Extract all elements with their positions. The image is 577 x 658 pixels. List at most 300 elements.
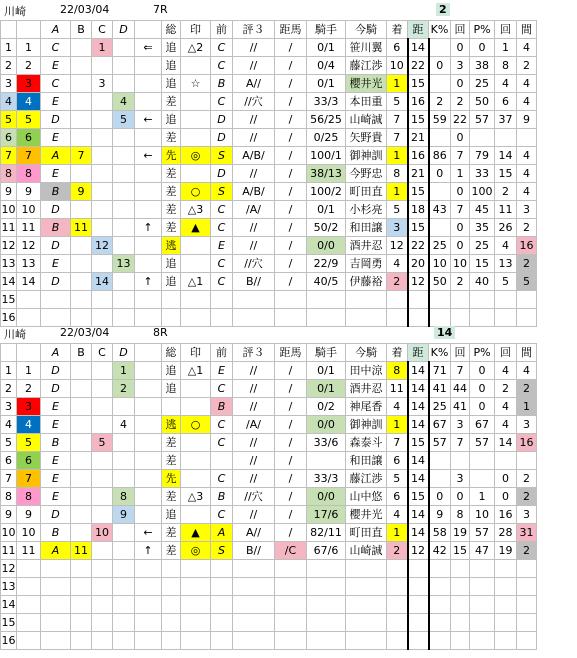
cell-dist[interactable]: 22 bbox=[408, 57, 429, 75]
cell-col-d[interactable]: 4 bbox=[113, 416, 135, 434]
cell-dist[interactable]: 14 bbox=[408, 362, 429, 380]
cell-col-d[interactable] bbox=[113, 542, 135, 560]
cell-finish[interactable]: 6 bbox=[387, 488, 408, 506]
cell-dist-horse[interactable] bbox=[275, 632, 307, 650]
cell-count1[interactable]: 7 bbox=[451, 147, 470, 165]
cell-horse-no[interactable]: 13 bbox=[17, 255, 41, 273]
cell-p-pct[interactable]: 25 bbox=[470, 75, 495, 93]
cell-col-d[interactable] bbox=[113, 201, 135, 219]
cell-finish[interactable]: 7 bbox=[387, 129, 408, 147]
cell-prev[interactable]: D bbox=[211, 129, 233, 147]
cell-jockey[interactable] bbox=[307, 614, 346, 632]
cell-dist-horse[interactable]: / bbox=[275, 452, 307, 470]
cell-col-d[interactable] bbox=[113, 165, 135, 183]
cell-style[interactable]: 差 bbox=[162, 219, 181, 237]
cell-interval[interactable] bbox=[517, 291, 537, 309]
cell-dist[interactable]: 14 bbox=[408, 506, 429, 524]
cell-mark[interactable] bbox=[181, 291, 211, 309]
cell-p-pct[interactable]: 57 bbox=[470, 434, 495, 452]
cell-horse-no[interactable]: 8 bbox=[17, 165, 41, 183]
cell-count1[interactable]: 2 bbox=[451, 93, 470, 111]
cell-current[interactable]: 笹川翼 bbox=[346, 39, 387, 57]
cell-count2[interactable]: 19 bbox=[495, 542, 517, 560]
cell-horse-no[interactable]: 12 bbox=[17, 237, 41, 255]
cell-interval[interactable]: 1 bbox=[517, 398, 537, 416]
cell-count2[interactable] bbox=[495, 614, 517, 632]
cell-col-d[interactable] bbox=[113, 560, 135, 578]
cell-col-c[interactable] bbox=[92, 542, 113, 560]
cell-k-pct[interactable] bbox=[429, 39, 451, 57]
cell-row-no[interactable]: 9 bbox=[1, 183, 17, 201]
cell-count2[interactable]: 4 bbox=[495, 237, 517, 255]
cell-rank-a[interactable]: B bbox=[41, 434, 71, 452]
cell-eval3[interactable]: // bbox=[233, 452, 275, 470]
cell-prev[interactable]: D bbox=[211, 165, 233, 183]
cell-style[interactable]: 追 bbox=[162, 506, 181, 524]
cell-mark[interactable] bbox=[181, 380, 211, 398]
cell-horse-no[interactable] bbox=[17, 632, 41, 650]
cell-k-pct[interactable] bbox=[429, 183, 451, 201]
cell-col-d[interactable] bbox=[113, 75, 135, 93]
cell-row-no[interactable]: 15 bbox=[1, 614, 17, 632]
cell-jockey[interactable]: 17/6 bbox=[307, 506, 346, 524]
cell-rank-a[interactable]: D bbox=[41, 380, 71, 398]
cell-row-no[interactable]: 9 bbox=[1, 506, 17, 524]
cell-mark[interactable] bbox=[181, 398, 211, 416]
cell-prev[interactable]: C bbox=[211, 39, 233, 57]
cell-col-c[interactable] bbox=[92, 93, 113, 111]
cell-col-d[interactable]: 13 bbox=[113, 255, 135, 273]
cell-dist-horse[interactable]: / bbox=[275, 524, 307, 542]
cell-jockey[interactable]: 38/13 bbox=[307, 165, 346, 183]
cell-k-pct[interactable]: 10 bbox=[429, 255, 451, 273]
cell-mark[interactable] bbox=[181, 57, 211, 75]
cell-eval3[interactable] bbox=[233, 309, 275, 327]
cell-k-pct[interactable]: 57 bbox=[429, 434, 451, 452]
cell-horse-no[interactable]: 7 bbox=[17, 147, 41, 165]
cell-interval[interactable]: 2 bbox=[517, 542, 537, 560]
cell-finish[interactable]: 4 bbox=[387, 506, 408, 524]
cell-dist[interactable]: 21 bbox=[408, 165, 429, 183]
cell-col-c[interactable] bbox=[92, 291, 113, 309]
cell-row-no[interactable]: 16 bbox=[1, 309, 17, 327]
cell-arrow[interactable] bbox=[135, 578, 162, 596]
cell-jockey[interactable]: 33/6 bbox=[307, 434, 346, 452]
cell-k-pct[interactable]: 0 bbox=[429, 165, 451, 183]
cell-p-pct[interactable]: 10 bbox=[470, 506, 495, 524]
cell-prev[interactable] bbox=[211, 309, 233, 327]
cell-current[interactable]: 御神訓 bbox=[346, 416, 387, 434]
cell-arrow[interactable] bbox=[135, 416, 162, 434]
cell-dist[interactable] bbox=[408, 560, 429, 578]
cell-count2[interactable]: 8 bbox=[495, 57, 517, 75]
cell-mark[interactable] bbox=[181, 596, 211, 614]
cell-col-b[interactable] bbox=[71, 93, 92, 111]
cell-rank-a[interactable] bbox=[41, 614, 71, 632]
cell-p-pct[interactable]: 67 bbox=[470, 416, 495, 434]
cell-style[interactable]: 追 bbox=[162, 111, 181, 129]
cell-col-b[interactable] bbox=[71, 291, 92, 309]
cell-mark[interactable] bbox=[181, 111, 211, 129]
cell-dist-horse[interactable]: / bbox=[275, 380, 307, 398]
cell-current[interactable] bbox=[346, 632, 387, 650]
cell-jockey[interactable] bbox=[307, 560, 346, 578]
cell-row-no[interactable]: 4 bbox=[1, 416, 17, 434]
cell-row-no[interactable]: 13 bbox=[1, 578, 17, 596]
cell-count2[interactable]: 28 bbox=[495, 524, 517, 542]
cell-horse-no[interactable]: 6 bbox=[17, 129, 41, 147]
cell-col-c[interactable] bbox=[92, 488, 113, 506]
cell-p-pct[interactable]: 79 bbox=[470, 147, 495, 165]
cell-mark[interactable]: ▲ bbox=[181, 219, 211, 237]
cell-mark[interactable]: △1 bbox=[181, 273, 211, 291]
cell-count1[interactable] bbox=[451, 596, 470, 614]
cell-mark[interactable] bbox=[181, 255, 211, 273]
cell-p-pct[interactable]: 0 bbox=[470, 398, 495, 416]
cell-style[interactable]: 差 bbox=[162, 542, 181, 560]
cell-col-d[interactable] bbox=[113, 147, 135, 165]
cell-k-pct[interactable]: 59 bbox=[429, 111, 451, 129]
cell-count2[interactable]: 13 bbox=[495, 255, 517, 273]
cell-col-d[interactable]: 5 bbox=[113, 111, 135, 129]
cell-count1[interactable]: 0 bbox=[451, 75, 470, 93]
cell-prev[interactable]: C bbox=[211, 255, 233, 273]
cell-finish[interactable]: 1 bbox=[387, 183, 408, 201]
cell-arrow[interactable] bbox=[135, 165, 162, 183]
cell-col-b[interactable]: 7 bbox=[71, 147, 92, 165]
cell-rank-a[interactable]: A bbox=[41, 542, 71, 560]
cell-row-no[interactable]: 14 bbox=[1, 273, 17, 291]
cell-style[interactable] bbox=[162, 398, 181, 416]
cell-arrow[interactable] bbox=[135, 201, 162, 219]
cell-eval3[interactable]: // bbox=[233, 237, 275, 255]
cell-current[interactable]: 吉岡勇 bbox=[346, 255, 387, 273]
cell-col-c[interactable] bbox=[92, 219, 113, 237]
cell-col-c[interactable]: 10 bbox=[92, 524, 113, 542]
cell-row-no[interactable]: 15 bbox=[1, 291, 17, 309]
cell-current[interactable]: 伊藤裕 bbox=[346, 273, 387, 291]
cell-rank-a[interactable] bbox=[41, 596, 71, 614]
cell-rank-a[interactable] bbox=[41, 578, 71, 596]
cell-count2[interactable]: 4 bbox=[495, 75, 517, 93]
cell-arrow[interactable] bbox=[135, 560, 162, 578]
cell-p-pct[interactable]: 45 bbox=[470, 201, 495, 219]
cell-current[interactable] bbox=[346, 291, 387, 309]
cell-count1[interactable]: 44 bbox=[451, 380, 470, 398]
cell-finish[interactable]: 1 bbox=[387, 416, 408, 434]
cell-arrow[interactable] bbox=[135, 129, 162, 147]
cell-count2[interactable]: 14 bbox=[495, 147, 517, 165]
cell-count1[interactable]: 10 bbox=[451, 255, 470, 273]
cell-style[interactable]: 先 bbox=[162, 147, 181, 165]
cell-prev[interactable]: C bbox=[211, 273, 233, 291]
cell-col-b[interactable] bbox=[71, 165, 92, 183]
cell-k-pct[interactable] bbox=[429, 614, 451, 632]
cell-dist-horse[interactable]: / bbox=[275, 201, 307, 219]
cell-k-pct[interactable]: 0 bbox=[429, 57, 451, 75]
cell-col-b[interactable] bbox=[71, 57, 92, 75]
cell-jockey[interactable]: 67/6 bbox=[307, 542, 346, 560]
cell-k-pct[interactable]: 86 bbox=[429, 147, 451, 165]
cell-rank-a[interactable]: E bbox=[41, 57, 71, 75]
cell-current[interactable] bbox=[346, 614, 387, 632]
cell-col-c[interactable] bbox=[92, 596, 113, 614]
cell-interval[interactable]: 4 bbox=[517, 183, 537, 201]
cell-row-no[interactable]: 10 bbox=[1, 524, 17, 542]
cell-eval3[interactable]: // bbox=[233, 506, 275, 524]
cell-dist[interactable]: 15 bbox=[408, 219, 429, 237]
cell-row-no[interactable]: 10 bbox=[1, 201, 17, 219]
cell-eval3[interactable]: // bbox=[233, 398, 275, 416]
cell-current[interactable]: 山崎誠 bbox=[346, 542, 387, 560]
cell-col-b[interactable] bbox=[71, 398, 92, 416]
cell-style[interactable]: 差 bbox=[162, 129, 181, 147]
cell-dist-horse[interactable] bbox=[275, 309, 307, 327]
cell-current[interactable]: 町田直 bbox=[346, 183, 387, 201]
cell-rank-a[interactable]: E bbox=[41, 255, 71, 273]
cell-col-c[interactable] bbox=[92, 452, 113, 470]
cell-count1[interactable]: 0 bbox=[451, 129, 470, 147]
cell-mark[interactable] bbox=[181, 470, 211, 488]
cell-col-b[interactable] bbox=[71, 488, 92, 506]
cell-current[interactable]: 本田重 bbox=[346, 93, 387, 111]
cell-k-pct[interactable]: 0 bbox=[429, 488, 451, 506]
cell-rank-a[interactable]: D bbox=[41, 362, 71, 380]
cell-eval3[interactable] bbox=[233, 596, 275, 614]
cell-interval[interactable]: 5 bbox=[517, 273, 537, 291]
cell-interval[interactable]: 2 bbox=[517, 57, 537, 75]
cell-p-pct[interactable]: 0 bbox=[470, 362, 495, 380]
cell-dist-horse[interactable]: / bbox=[275, 362, 307, 380]
cell-style[interactable] bbox=[162, 309, 181, 327]
cell-jockey[interactable]: 0/4 bbox=[307, 57, 346, 75]
cell-dist-horse[interactable] bbox=[275, 614, 307, 632]
cell-dist[interactable]: 14 bbox=[408, 452, 429, 470]
cell-dist-horse[interactable]: / bbox=[275, 416, 307, 434]
cell-prev[interactable]: S bbox=[211, 147, 233, 165]
cell-p-pct[interactable] bbox=[470, 596, 495, 614]
cell-dist-horse[interactable]: / bbox=[275, 111, 307, 129]
cell-style[interactable] bbox=[162, 614, 181, 632]
cell-style[interactable]: 差 bbox=[162, 434, 181, 452]
cell-rank-a[interactable]: E bbox=[41, 452, 71, 470]
cell-k-pct[interactable]: 25 bbox=[429, 237, 451, 255]
cell-jockey[interactable]: 22/9 bbox=[307, 255, 346, 273]
cell-row-no[interactable]: 6 bbox=[1, 452, 17, 470]
cell-rank-a[interactable] bbox=[41, 560, 71, 578]
cell-count1[interactable] bbox=[451, 560, 470, 578]
cell-interval[interactable]: 2 bbox=[517, 488, 537, 506]
cell-count1[interactable]: 3 bbox=[451, 57, 470, 75]
cell-k-pct[interactable]: 58 bbox=[429, 524, 451, 542]
cell-count2[interactable]: 4 bbox=[495, 362, 517, 380]
cell-p-pct[interactable] bbox=[470, 578, 495, 596]
cell-eval3[interactable]: A// bbox=[233, 75, 275, 93]
cell-row-no[interactable]: 1 bbox=[1, 39, 17, 57]
cell-jockey[interactable]: 100/1 bbox=[307, 147, 346, 165]
cell-prev[interactable]: C bbox=[211, 201, 233, 219]
cell-count2[interactable]: 2 bbox=[495, 380, 517, 398]
cell-col-c[interactable] bbox=[92, 309, 113, 327]
cell-interval[interactable]: 9 bbox=[517, 111, 537, 129]
cell-horse-no[interactable]: 1 bbox=[17, 39, 41, 57]
cell-dist-horse[interactable]: / bbox=[275, 488, 307, 506]
cell-dist-horse[interactable]: / bbox=[275, 147, 307, 165]
cell-col-c[interactable] bbox=[92, 398, 113, 416]
cell-finish[interactable] bbox=[387, 560, 408, 578]
cell-mark[interactable]: ○ bbox=[181, 416, 211, 434]
cell-mark[interactable] bbox=[181, 237, 211, 255]
cell-eval3[interactable]: // bbox=[233, 111, 275, 129]
cell-dist-horse[interactable]: / bbox=[275, 255, 307, 273]
cell-finish[interactable]: 2 bbox=[387, 273, 408, 291]
cell-horse-no[interactable] bbox=[17, 560, 41, 578]
cell-col-d[interactable] bbox=[113, 57, 135, 75]
cell-row-no[interactable]: 2 bbox=[1, 380, 17, 398]
cell-rank-a[interactable]: D bbox=[41, 506, 71, 524]
cell-dist-horse[interactable] bbox=[275, 596, 307, 614]
cell-col-c[interactable] bbox=[92, 147, 113, 165]
cell-arrow[interactable] bbox=[135, 470, 162, 488]
cell-row-no[interactable]: 1 bbox=[1, 362, 17, 380]
cell-mark[interactable]: ◎ bbox=[181, 147, 211, 165]
cell-style[interactable] bbox=[162, 596, 181, 614]
cell-count2[interactable]: 11 bbox=[495, 201, 517, 219]
cell-col-d[interactable] bbox=[113, 309, 135, 327]
cell-current[interactable]: 櫻井光 bbox=[346, 75, 387, 93]
cell-p-pct[interactable] bbox=[470, 614, 495, 632]
cell-k-pct[interactable] bbox=[429, 309, 451, 327]
cell-prev[interactable] bbox=[211, 632, 233, 650]
cell-current[interactable]: 酒井忍 bbox=[346, 380, 387, 398]
cell-col-c[interactable] bbox=[92, 111, 113, 129]
cell-style[interactable]: 差 bbox=[162, 165, 181, 183]
cell-finish[interactable]: 1 bbox=[387, 75, 408, 93]
cell-col-b[interactable] bbox=[71, 524, 92, 542]
cell-col-d[interactable] bbox=[113, 183, 135, 201]
cell-count2[interactable]: 14 bbox=[495, 434, 517, 452]
cell-horse-no[interactable]: 3 bbox=[17, 398, 41, 416]
cell-count1[interactable] bbox=[451, 578, 470, 596]
cell-rank-a[interactable] bbox=[41, 632, 71, 650]
cell-prev[interactable]: C bbox=[211, 434, 233, 452]
cell-count1[interactable]: 41 bbox=[451, 398, 470, 416]
cell-row-no[interactable]: 2 bbox=[1, 57, 17, 75]
cell-count1[interactable]: 1 bbox=[451, 165, 470, 183]
cell-col-d[interactable] bbox=[113, 39, 135, 57]
cell-col-d[interactable] bbox=[113, 524, 135, 542]
cell-rank-a[interactable]: A bbox=[41, 147, 71, 165]
cell-style[interactable]: 先 bbox=[162, 470, 181, 488]
cell-k-pct[interactable]: 25 bbox=[429, 398, 451, 416]
cell-rank-a[interactable]: D bbox=[41, 201, 71, 219]
cell-col-d[interactable] bbox=[113, 219, 135, 237]
cell-count2[interactable] bbox=[495, 129, 517, 147]
cell-k-pct[interactable] bbox=[429, 452, 451, 470]
cell-interval[interactable] bbox=[517, 632, 537, 650]
cell-arrow[interactable] bbox=[135, 291, 162, 309]
cell-col-d[interactable] bbox=[113, 452, 135, 470]
cell-jockey[interactable] bbox=[307, 632, 346, 650]
cell-rank-a[interactable]: D bbox=[41, 237, 71, 255]
cell-style[interactable]: 差 bbox=[162, 452, 181, 470]
cell-count2[interactable]: 2 bbox=[495, 183, 517, 201]
cell-interval[interactable]: 4 bbox=[517, 93, 537, 111]
cell-k-pct[interactable]: 50 bbox=[429, 273, 451, 291]
cell-finish[interactable]: 8 bbox=[387, 362, 408, 380]
cell-dist-horse[interactable]: / bbox=[275, 237, 307, 255]
cell-dist[interactable]: 12 bbox=[408, 542, 429, 560]
cell-finish[interactable]: 4 bbox=[387, 255, 408, 273]
cell-count1[interactable]: 2 bbox=[451, 273, 470, 291]
cell-count1[interactable] bbox=[451, 614, 470, 632]
cell-arrow[interactable] bbox=[135, 398, 162, 416]
cell-col-b[interactable] bbox=[71, 75, 92, 93]
cell-horse-no[interactable]: 10 bbox=[17, 524, 41, 542]
cell-jockey[interactable]: 0/1 bbox=[307, 362, 346, 380]
cell-k-pct[interactable] bbox=[429, 632, 451, 650]
cell-current[interactable]: 御神訓 bbox=[346, 147, 387, 165]
cell-p-pct[interactable] bbox=[470, 632, 495, 650]
cell-current[interactable]: 矢野貴 bbox=[346, 129, 387, 147]
cell-arrow[interactable] bbox=[135, 632, 162, 650]
cell-dist[interactable]: 12 bbox=[408, 273, 429, 291]
cell-jockey[interactable]: 0/0 bbox=[307, 416, 346, 434]
cell-style[interactable]: 逃 bbox=[162, 237, 181, 255]
cell-k-pct[interactable]: 9 bbox=[429, 506, 451, 524]
cell-count2[interactable]: 0 bbox=[495, 488, 517, 506]
cell-count1[interactable]: 7 bbox=[451, 201, 470, 219]
cell-eval3[interactable]: // bbox=[233, 39, 275, 57]
cell-mark[interactable] bbox=[181, 578, 211, 596]
cell-col-c[interactable] bbox=[92, 165, 113, 183]
cell-arrow[interactable] bbox=[135, 362, 162, 380]
cell-k-pct[interactable] bbox=[429, 291, 451, 309]
cell-dist-horse[interactable]: / bbox=[275, 219, 307, 237]
cell-count2[interactable] bbox=[495, 309, 517, 327]
cell-dist[interactable]: 15 bbox=[408, 111, 429, 129]
cell-style[interactable]: 追 bbox=[162, 362, 181, 380]
cell-count2[interactable] bbox=[495, 596, 517, 614]
cell-col-b[interactable] bbox=[71, 614, 92, 632]
cell-rank-a[interactable]: E bbox=[41, 129, 71, 147]
cell-current[interactable] bbox=[346, 309, 387, 327]
cell-dist[interactable] bbox=[408, 309, 429, 327]
cell-p-pct[interactable]: 47 bbox=[470, 542, 495, 560]
cell-arrow[interactable]: ↑ bbox=[135, 542, 162, 560]
cell-finish[interactable]: 6 bbox=[387, 452, 408, 470]
cell-col-d[interactable] bbox=[113, 291, 135, 309]
cell-mark[interactable] bbox=[181, 309, 211, 327]
cell-eval3[interactable]: // bbox=[233, 165, 275, 183]
cell-mark[interactable] bbox=[181, 614, 211, 632]
cell-style[interactable]: 追 bbox=[162, 255, 181, 273]
cell-eval3[interactable]: A/B/ bbox=[233, 147, 275, 165]
cell-current[interactable]: 町田直 bbox=[346, 524, 387, 542]
cell-dist-horse[interactable]: / bbox=[275, 470, 307, 488]
cell-row-no[interactable]: 7 bbox=[1, 147, 17, 165]
cell-prev[interactable]: C bbox=[211, 506, 233, 524]
cell-rank-a[interactable]: D bbox=[41, 111, 71, 129]
cell-finish[interactable] bbox=[387, 614, 408, 632]
cell-jockey[interactable]: 33/3 bbox=[307, 470, 346, 488]
cell-style[interactable] bbox=[162, 291, 181, 309]
cell-dist[interactable]: 14 bbox=[408, 39, 429, 57]
cell-current[interactable]: 今野忠 bbox=[346, 165, 387, 183]
cell-finish[interactable] bbox=[387, 291, 408, 309]
cell-p-pct[interactable] bbox=[470, 309, 495, 327]
cell-style[interactable]: 差 bbox=[162, 488, 181, 506]
